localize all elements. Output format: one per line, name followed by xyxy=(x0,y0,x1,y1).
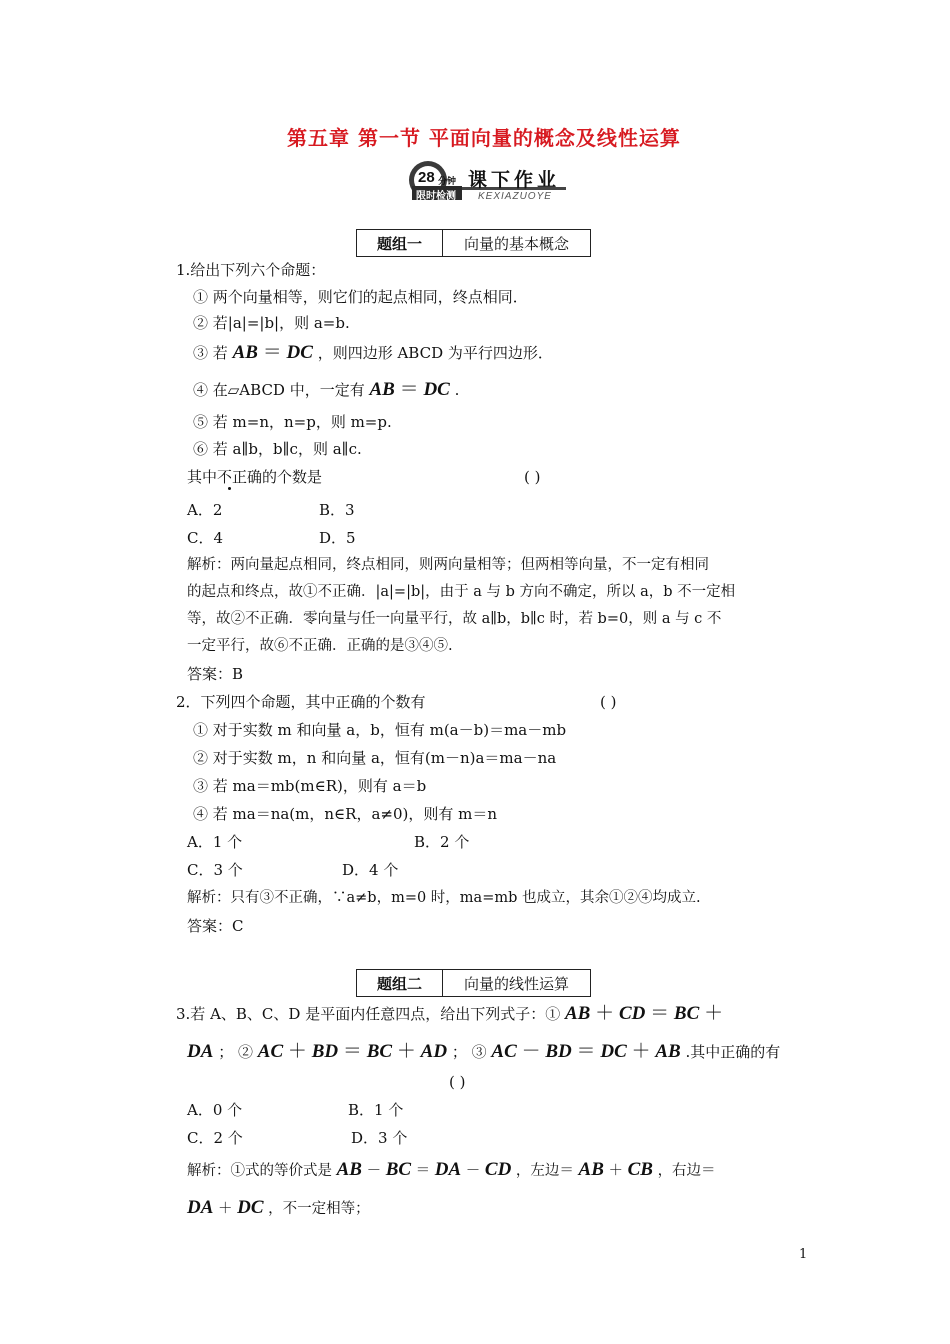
q2-option-a: A．1 个 xyxy=(187,833,243,851)
q2-item-1: ① 对于实数 m 和向量 a，b，恒有 m(a－b)＝ma－mb xyxy=(193,721,567,739)
vector-ab: AB xyxy=(336,1159,362,1180)
logo-heading: 课下作业 xyxy=(468,169,561,191)
vector-ab: AB xyxy=(369,379,395,400)
vector-cd: CD xyxy=(618,1003,646,1024)
q2-option-d: D．4 个 xyxy=(342,861,399,879)
q3-tail: .其中正确的有 xyxy=(685,1043,781,1061)
minus-sign: － xyxy=(366,1163,382,1179)
circled-2: ② xyxy=(237,1043,253,1061)
q2-answer-paren: ( ) xyxy=(600,693,617,711)
vector-dc: DC xyxy=(286,342,313,363)
plus-sign: ＋ xyxy=(704,1002,724,1024)
vector-da: DA xyxy=(187,1041,214,1062)
logo-unit: 分钟 xyxy=(438,177,457,187)
vector-bc: BC xyxy=(366,1041,393,1062)
q3-analysis-left: ，左边＝ xyxy=(515,1163,574,1179)
q3-option-b: B．1 个 xyxy=(348,1101,404,1119)
q1-answer-paren: ( ) xyxy=(524,468,541,486)
minus-sign: － xyxy=(521,1040,541,1062)
emphasis-dot xyxy=(228,487,231,490)
logo-pinyin: KEXIAZUOYE xyxy=(478,191,552,202)
vector-bc: BC xyxy=(673,1003,700,1024)
vector-dc: DC xyxy=(237,1197,264,1218)
group1-topic: 向量的基本概念 xyxy=(463,234,569,253)
vector-da: DA xyxy=(434,1159,462,1180)
vector-ab: AB xyxy=(578,1159,604,1180)
equals-sign: ＝ xyxy=(576,1040,596,1062)
q1-item-3-suffix: ，则四边形 ABCD 为平行四边形． xyxy=(317,344,553,362)
equals-sign: ＝ xyxy=(415,1163,431,1179)
q1-option-d: D．5 xyxy=(319,529,356,547)
plus-sign: ＋ xyxy=(396,1040,416,1062)
page-number: 1 xyxy=(799,1247,808,1262)
q1-item-2: ② 若|a|=|b|，则 a=b. xyxy=(193,314,350,332)
circled-3: ③ xyxy=(471,1043,487,1061)
q1-item-3 xyxy=(193,342,553,363)
q2-option-b: B．2 个 xyxy=(414,833,470,851)
group1-label: 题组一 xyxy=(357,230,443,256)
q3-line-1 xyxy=(176,1003,723,1024)
q1-item-4-suffix: . xyxy=(454,381,460,399)
q2-analysis: 解析：只有③不正确，∵a≠b，m=0 时，ma=mb 也成立，其余①②④均成立. xyxy=(187,890,701,906)
q2-item-3: ③ 若 ma＝mb(m∈R)，则有 a＝b xyxy=(193,777,427,795)
vector-ac: AC xyxy=(257,1041,284,1062)
q3-option-c: C．2 个 xyxy=(187,1129,243,1147)
q2-stem: 2．下列四个命题，其中正确的个数有 xyxy=(176,693,426,711)
logo-number: 28 xyxy=(418,169,435,186)
vector-da: DA xyxy=(187,1197,214,1218)
q3-analysis-right: ，右边＝ xyxy=(657,1163,716,1179)
q3-stem: 3.若 A、B、C、D 是平面内任意四点，给出下列式子：① xyxy=(176,1005,561,1023)
vector-bc: BC xyxy=(385,1159,412,1180)
homework-logo xyxy=(406,158,576,208)
equals-sign: ＝ xyxy=(650,1002,670,1024)
vector-ac: AC xyxy=(491,1041,517,1062)
vector-bd: BD xyxy=(311,1041,339,1062)
q3-line-2 xyxy=(187,1041,780,1062)
q3-answer-paren: ( ) xyxy=(449,1073,466,1091)
plus-sign: ＋ xyxy=(287,1040,307,1062)
q1-ask: 其中不正确的个数是 xyxy=(187,468,323,486)
vector-ab: AB xyxy=(655,1041,681,1062)
q2-item-4: ④ 若 ma＝na(m，n∈R，a≠0)，则有 m＝n xyxy=(193,805,497,823)
q3-analysis-line-2 xyxy=(187,1198,370,1219)
vector-dc: DC xyxy=(423,379,450,400)
q1-analysis-4: 一定平行，故⑥不正确．正确的是③④⑤. xyxy=(187,638,453,654)
equals-sign: ＝ xyxy=(399,378,419,400)
q1-analysis-1: 解析：两向量起点相同，终点相同，则两向量相等；但两相等向量，不一定有相同 xyxy=(187,557,709,573)
q1-answer: 答案：B xyxy=(187,665,244,683)
plus-sign: ＋ xyxy=(608,1163,623,1179)
semicolon: ； xyxy=(218,1043,234,1061)
vector-cd: CD xyxy=(484,1159,512,1180)
vector-ab: AB xyxy=(565,1003,591,1024)
q1-item-6: ⑥ 若 a∥b，b∥c，则 a∥c. xyxy=(193,440,362,458)
group2-header xyxy=(356,969,591,997)
vector-dc: DC xyxy=(600,1041,627,1062)
plus-sign: ＋ xyxy=(218,1201,233,1217)
equals-sign: ＝ xyxy=(342,1040,362,1062)
q1-stem: 1.给出下列六个命题： xyxy=(176,261,326,279)
page-title: 第五章 第一节 平面向量的概念及线性运算 xyxy=(287,126,681,150)
q3-option-a: A．0 个 xyxy=(187,1101,243,1119)
minus-sign: － xyxy=(465,1163,481,1179)
q1-item-4 xyxy=(193,379,459,400)
group1-header xyxy=(356,229,591,257)
vector-bd: BD xyxy=(545,1041,572,1062)
q2-item-2: ② 对于实数 m，n 和向量 a，恒有(m－n)a＝ma－na xyxy=(193,749,557,767)
group2-label: 题组二 xyxy=(357,970,443,996)
plus-sign: ＋ xyxy=(595,1002,615,1024)
q1-item-5: ⑤ 若 m=n，n=p，则 m=p. xyxy=(193,413,392,431)
q1-analysis-2: 的起点和终点，故①不正确．|a|=|b|，由于 a 与 b 方向不确定，所以 a，b 不一定相 xyxy=(187,584,736,600)
vector-ad: AD xyxy=(420,1041,448,1062)
q1-item-4-prefix: ④ 在▱ABCD 中，一定有 xyxy=(193,381,365,399)
plus-sign: ＋ xyxy=(631,1040,651,1062)
equals-sign: ＝ xyxy=(262,341,282,363)
q1-option-b: B．3 xyxy=(319,501,355,519)
logo-sub: 限时检测 xyxy=(416,191,456,202)
q3-analysis-line-1 xyxy=(187,1160,716,1181)
semicolon: ； xyxy=(451,1043,467,1061)
q2-option-c: C．3 个 xyxy=(187,861,243,879)
q1-item-3-prefix: ③ 若 xyxy=(193,344,228,362)
group2-topic: 向量的线性运算 xyxy=(463,974,569,993)
q3-analysis-end: ，不一定相等； xyxy=(268,1201,370,1217)
q1-option-c: C．4 xyxy=(187,529,224,547)
q3-analysis-prefix: 解析：①式的等价式是 xyxy=(187,1163,332,1179)
q1-analysis-3: 等，故②不正确．零向量与任一向量平行，故 a∥b，b∥c 时，若 b=0，则 a 与 c 不 xyxy=(187,611,722,627)
q1-option-a: A．2 xyxy=(187,501,223,519)
q2-answer: 答案：C xyxy=(187,917,244,935)
q1-item-1: ① 两个向量相等，则它们的起点相同，终点相同． xyxy=(193,288,528,306)
vector-cb-visible: CB xyxy=(627,1159,653,1180)
vector-ab: AB xyxy=(232,342,258,363)
q3-option-d: D．3 个 xyxy=(351,1129,408,1147)
